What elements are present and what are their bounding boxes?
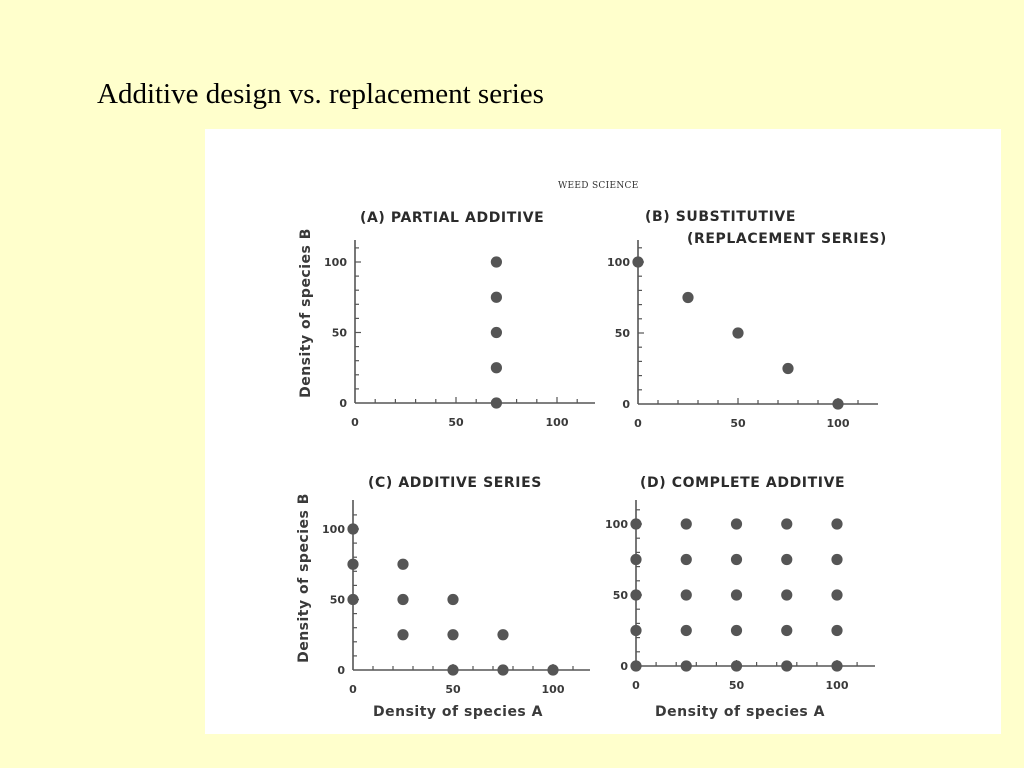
- x-tick-label: 50: [445, 683, 461, 696]
- y-tick-label: 100: [322, 523, 345, 536]
- data-point: [832, 398, 843, 409]
- data-point: [781, 625, 792, 636]
- journal-label: WEED SCIENCE: [558, 181, 639, 191]
- data-point: [347, 594, 358, 605]
- panel-d: [605, 475, 875, 720]
- data-point: [347, 559, 358, 570]
- y-axis-title: Density of species B: [298, 228, 314, 398]
- x-tick-label: 0: [632, 679, 640, 692]
- panel-a: [298, 210, 595, 429]
- x-axis-title: Density of species A: [373, 704, 543, 720]
- data-point: [781, 518, 792, 529]
- x-tick-label: 100: [541, 683, 565, 696]
- data-point: [491, 397, 502, 408]
- y-tick-label: 50: [331, 326, 347, 340]
- data-point: [397, 559, 408, 570]
- panel-title: (A) PARTIAL ADDITIVE: [360, 210, 545, 226]
- y-tick-label: 50: [612, 589, 628, 602]
- x-axis-title: Density of species A: [655, 704, 825, 720]
- y-tick-label: 100: [607, 256, 630, 269]
- data-point: [632, 256, 643, 267]
- data-point: [630, 589, 641, 600]
- panel-c: [296, 475, 590, 720]
- data-point: [630, 660, 641, 671]
- x-tick-label: 50: [448, 416, 464, 429]
- panel-title: (D) COMPLETE ADDITIVE: [640, 475, 846, 491]
- data-point: [731, 660, 742, 671]
- x-tick-label: 0: [351, 416, 359, 429]
- x-tick-label: 100: [545, 416, 569, 429]
- y-tick-label: 100: [605, 518, 628, 531]
- y-tick-label: 100: [324, 256, 347, 269]
- x-tick-label: 100: [826, 417, 850, 430]
- data-point: [782, 363, 793, 374]
- data-point: [347, 523, 358, 534]
- data-point: [731, 554, 742, 565]
- data-point: [831, 589, 842, 600]
- x-tick-label: 50: [728, 679, 745, 692]
- panel-title: (C) ADDITIVE SERIES: [368, 475, 542, 491]
- data-point: [682, 292, 693, 303]
- data-point: [397, 594, 408, 605]
- y-tick-label: 0: [337, 664, 345, 677]
- data-point: [397, 629, 408, 640]
- data-point: [681, 554, 692, 565]
- data-point: [831, 518, 842, 529]
- x-tick-label: 0: [634, 417, 642, 430]
- data-point: [491, 256, 502, 267]
- slide-title: Additive design vs. replacement series: [97, 78, 544, 110]
- data-point: [630, 625, 641, 636]
- data-point: [731, 589, 742, 600]
- data-point: [630, 518, 641, 529]
- y-tick-label: 0: [622, 398, 630, 411]
- x-tick-label: 0: [349, 683, 357, 696]
- data-point: [447, 629, 458, 640]
- data-point: [731, 625, 742, 636]
- data-point: [491, 327, 502, 338]
- data-point: [681, 518, 692, 529]
- data-point: [731, 518, 742, 529]
- data-point: [831, 625, 842, 636]
- y-tick-label: 0: [620, 660, 628, 673]
- y-tick-label: 50: [329, 593, 345, 607]
- panel-title: (B) SUBSTITUTIVE (REPLACEMENT SERIES): [645, 209, 887, 247]
- data-point: [681, 625, 692, 636]
- data-point: [831, 660, 842, 671]
- data-point: [497, 629, 508, 640]
- y-axis-title: Density of species B: [296, 493, 312, 663]
- data-point: [491, 362, 502, 373]
- data-point: [781, 660, 792, 671]
- data-point: [497, 664, 508, 675]
- data-point: [681, 660, 692, 671]
- data-point: [491, 292, 502, 303]
- data-point: [781, 554, 792, 565]
- data-point: [831, 554, 842, 565]
- panel-b: [607, 209, 887, 430]
- x-tick-label: 50: [730, 417, 746, 430]
- data-point: [781, 589, 792, 600]
- y-tick-label: 0: [339, 397, 347, 410]
- x-tick-label: 100: [825, 679, 849, 692]
- data-point: [447, 594, 458, 605]
- data-point: [630, 554, 641, 565]
- data-point: [547, 664, 558, 675]
- data-point: [732, 327, 743, 338]
- data-point: [447, 664, 458, 675]
- y-tick-label: 50: [614, 327, 630, 340]
- data-point: [681, 589, 692, 600]
